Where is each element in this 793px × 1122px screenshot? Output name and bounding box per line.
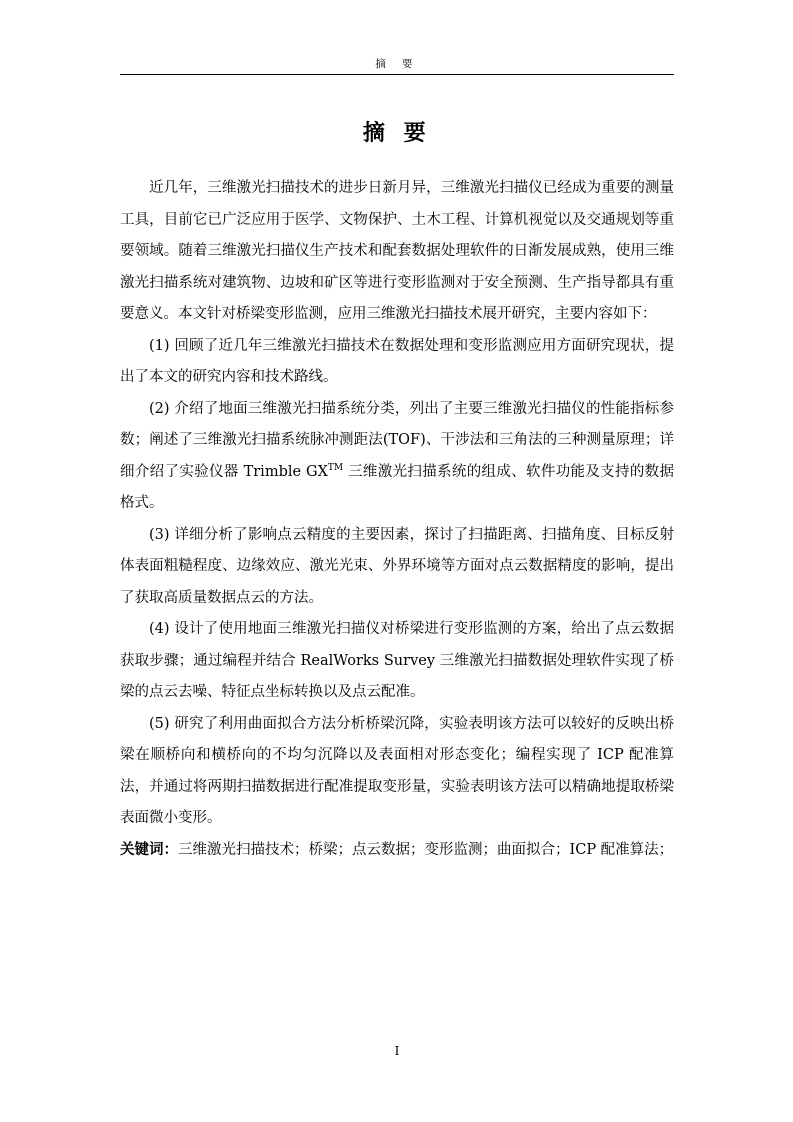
abstract-point-4: (4) 设计了使用地面三维激光扫描仪对桥梁进行变形监测的方案，给出了点云数据获取步骤；通过编程并结合 RealWorks Survey 三维激光扫描数据处理软件实现了桥梁的点云去噪、特征点坐标转换以及点云配准。 [120, 621, 674, 700]
page-number: I [394, 1044, 400, 1058]
page-title: 摘 要 [362, 121, 432, 146]
abstract-point-3: (3) 详细分析了影响点云精度的主要因素，探讨了扫描距离、扫描角度、目标反射体表面粗糙程度、边缘效应、激光光束、外界环境等方面对点云数据精度的影响，提出了获取高质量数据点云的方法。 [120, 526, 674, 606]
abstract-point-5: (5) 研究了利用曲面拟合方法分析桥梁沉降，实验表明该方法可以较好的反映出桥梁在顺桥向和横桥向的不均匀沉降以及表面相对形态变化；编程实现了 ICP 配准算法，并通过将两期扫描数据进行配准提取变形量，实验表明该方法可以精确地提取桥梁表面微小变形。 [120, 715, 674, 826]
abstract-point-1: (1) 回顾了近几年三维激光扫描技术在数据处理和变形监测应用方面研究现状，提出了本文的研究内容和技术路线。 [120, 337, 674, 385]
abstract-point-2-text-before: (2) 介绍了地面三维激光扫描系统分类，列出了主要三维激光扫描仪的性能指标参数；阐述了三维激光扫描系统脉冲测距法(TOF)、干涉法和三角法的三种测量原理；详细介绍了实验仪器 Trimble GX [120, 400, 674, 480]
keywords-line [120, 835, 674, 867]
abstract-point-2 [120, 394, 674, 520]
trademark-superscript: TM [327, 462, 344, 473]
abstract-body [120, 173, 674, 866]
keywords-label: 关键词： [120, 841, 178, 858]
running-header: 摘 要 [375, 58, 419, 70]
abstract-intro-paragraph: 近几年，三维激光扫描技术的进步日新月异，三维激光扫描仪已经成为重要的测量工具，目前它已广泛应用于医学、文物保护、土木工程、计算机视觉以及交通规划等重要领域。随着三维激光扫描仪生产技术和配套数据处理软件的日渐发展成熟，使用三维激光扫描系统对建筑物、边坡和矿区等进行变形监测对于安全预测、生产指导都具有重要意义。本文针对桥梁变形监测，应用三维激光扫描技术展开研究，主要内容如下： [120, 180, 674, 322]
header-rule [120, 74, 674, 75]
keywords-text: 三维激光扫描技术；桥梁；点云数据；变形监测；曲面拟合；ICP 配准算法； [178, 841, 674, 858]
abstract-point-2-text-after: 三维激光扫描系统的组成、软件功能及支持的数据格式。 [120, 463, 674, 511]
